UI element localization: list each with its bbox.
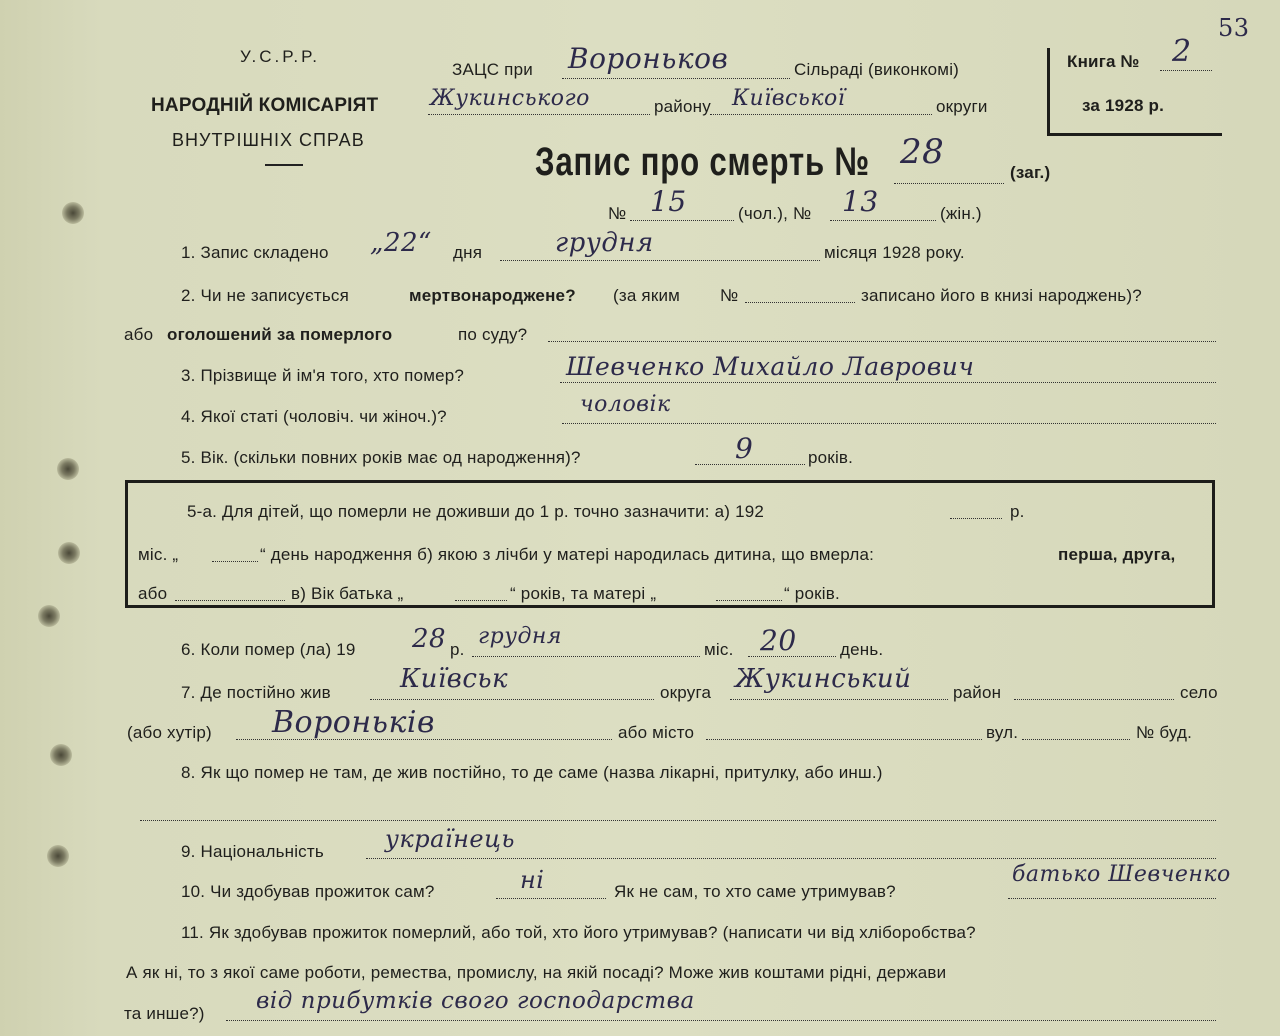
punch-hole xyxy=(57,458,79,480)
fill-line xyxy=(630,220,734,221)
f5a-line1-end: р. xyxy=(1010,502,1025,521)
book-label: Книга № xyxy=(1067,52,1140,71)
f7-okrug-value: Київськ xyxy=(400,664,509,694)
f5a-line2-a: міс. „ xyxy=(138,545,179,564)
fill-line xyxy=(1014,699,1174,700)
fill-line xyxy=(212,561,258,562)
republic-label: У.С.Р.Р. xyxy=(240,47,320,66)
record-suffix: (заг.) xyxy=(1010,163,1051,182)
f11-line2: А як ні, то з якої саме роботи, ремества, промислу, на якій посаді? Може жив коштами рідні, держави xyxy=(126,963,947,982)
punch-hole xyxy=(38,605,60,627)
f7b-city: або місто xyxy=(618,723,695,742)
f3-value: Шевченко Михайло Лаврович xyxy=(566,352,975,381)
fill-line xyxy=(500,260,820,261)
page-number: 53 xyxy=(1218,14,1250,42)
f5a-line2-b: “ день народження б) якою з лічби у матері народилась дитина, що вмерла: xyxy=(260,545,875,564)
fill-line xyxy=(716,600,782,601)
f6-day: 20 xyxy=(760,624,797,657)
fill-line xyxy=(472,656,700,657)
male-number: 15 xyxy=(650,185,687,218)
f2b-bold: оголошений за померлого xyxy=(167,325,393,344)
f5-label: 5. Вік. (скільки повних років має од народження)? xyxy=(181,448,581,467)
f5a-line3-b: в) Вік батька „ xyxy=(291,584,404,603)
fill-line xyxy=(730,699,948,700)
council-label: Сільраді (виконкомі) xyxy=(794,60,960,79)
fill-line xyxy=(140,820,1216,821)
f5-suffix: років. xyxy=(808,448,854,467)
f1-label: 1. Запис складено xyxy=(181,243,329,262)
fill-line xyxy=(1008,898,1216,899)
f6-mis: міс. xyxy=(704,640,734,659)
fill-line xyxy=(226,1020,1216,1021)
f7b-house: № буд. xyxy=(1136,723,1193,742)
fill-line xyxy=(748,656,836,657)
f5a-line3-a: або xyxy=(138,584,168,603)
f7-selo: село xyxy=(1180,683,1218,702)
book-year: за 1928 р. xyxy=(1082,96,1165,115)
record-number: 28 xyxy=(900,132,945,172)
f7-label: 7. Де постійно жив xyxy=(181,683,331,702)
fill-line xyxy=(950,518,1002,519)
f6-day-label: день. xyxy=(840,640,884,659)
f10-label: 10. Чи здобував прожиток сам? xyxy=(181,882,435,901)
fill-line xyxy=(894,183,1004,184)
fill-line xyxy=(695,464,805,465)
district-value: Жукинського xyxy=(430,86,590,111)
female-number: 13 xyxy=(842,185,879,218)
f10-value: ні xyxy=(520,866,545,894)
fill-line xyxy=(370,699,654,700)
fill-line xyxy=(1160,70,1212,71)
punch-hole xyxy=(47,845,69,867)
fill-line xyxy=(1022,739,1130,740)
f2-bold: мертвонароджене? xyxy=(409,286,576,305)
fill-line xyxy=(455,600,507,601)
fill-line xyxy=(830,220,936,221)
f11-value: від прибутків свого господарства xyxy=(256,988,695,1014)
f10-value2: батько Шевченко xyxy=(1012,862,1231,887)
fill-line xyxy=(710,114,932,115)
fill-line xyxy=(175,600,285,601)
ministry-label: ВНУТРІШНІХ СПРАВ xyxy=(172,130,365,150)
f5a-line1: 5-а. Для дітей, що померли не доживши до 1 р. точно зазначити: а) 192 xyxy=(187,502,765,521)
fill-line xyxy=(496,898,606,899)
district-label: району xyxy=(654,97,711,116)
fill-line xyxy=(562,423,1216,424)
okrug-label: округи xyxy=(936,97,988,116)
f6-label: 6. Коли помер (ла) 19 xyxy=(181,640,356,659)
f7-raion: район xyxy=(953,683,1002,702)
f4-label: 4. Якої статі (чоловіч. чи жіноч.)? xyxy=(181,407,447,426)
punch-hole xyxy=(62,202,84,224)
fill-line xyxy=(560,382,1216,383)
record-title-text: Запис про смерть № xyxy=(535,140,870,184)
f5-value: 9 xyxy=(735,432,754,465)
okrug-value: Київської xyxy=(732,86,846,111)
f7-raion-value: Жукинський xyxy=(735,664,912,694)
f8-label: 8. Як що помер не там, де жив постійно, то де саме (назва лікарні, притулку, або инш.) xyxy=(181,763,883,782)
infant-section-box xyxy=(125,480,1215,608)
f7b-value: Вороньків xyxy=(272,705,435,740)
f2b-rest: по суду? xyxy=(458,325,528,344)
f7b-street: вул. xyxy=(986,723,1019,742)
f11-line3: та инше?) xyxy=(124,1004,205,1023)
f9-label: 9. Національність xyxy=(181,842,324,861)
f4-value: чоловік xyxy=(580,392,671,417)
f2-end: записано його в книзі народжень)? xyxy=(861,286,1142,305)
f3-label: 3. Прізвище й ім'я того, хто помер? xyxy=(181,366,465,385)
record-title xyxy=(535,140,870,185)
fill-line xyxy=(562,78,790,79)
fill-line xyxy=(236,739,612,740)
fill-line xyxy=(428,114,650,115)
f1-day-word: дня xyxy=(453,243,483,262)
f1-suffix: місяця 1928 року. xyxy=(824,243,965,262)
f6-r: р. xyxy=(450,640,465,659)
fill-line xyxy=(548,341,1216,342)
f9-value: українець xyxy=(385,825,515,853)
f1-month: грудня xyxy=(555,228,654,258)
header-divider xyxy=(265,164,303,166)
punch-hole xyxy=(50,744,72,766)
f5a-line3-d: “ років. xyxy=(784,584,840,603)
f7-okrug: округа xyxy=(660,683,712,702)
f5a-line2-bold: перша, друга, xyxy=(1058,545,1176,564)
zags-village-value: Вороньков xyxy=(568,42,729,75)
f2-no: № xyxy=(720,286,739,305)
male-no-label: № xyxy=(608,204,627,223)
f6-month: грудня xyxy=(478,624,562,649)
fill-line xyxy=(706,739,982,740)
male-label: (чол.), № xyxy=(738,204,812,223)
book-number: 2 xyxy=(1172,34,1192,69)
fill-line xyxy=(745,302,855,303)
f7b-prefix: (або хутір) xyxy=(127,723,212,742)
f11-line1: 11. Як здобував прожиток померлий, або той, хто його утримував? (написати чи від хліборобства? xyxy=(181,923,976,942)
f2-rest: (за яким xyxy=(613,286,681,305)
f5a-line3-c: “ років, та матері „ xyxy=(510,584,657,603)
f10-mid: Як не сам, то хто саме утримував? xyxy=(614,882,896,901)
f2b-prefix: або xyxy=(124,325,154,344)
f6-year: 28 xyxy=(412,624,447,654)
zags-prefix: ЗАЦС при xyxy=(452,60,533,79)
female-label: (жін.) xyxy=(940,204,982,223)
f1-day: „22“ xyxy=(370,228,432,258)
f2-label: 2. Чи не записується xyxy=(181,286,349,305)
punch-hole xyxy=(58,542,80,564)
commissariat-label: НАРОДНІЙ КОМІСАРІЯТ xyxy=(151,95,379,116)
fill-line xyxy=(366,858,1216,859)
